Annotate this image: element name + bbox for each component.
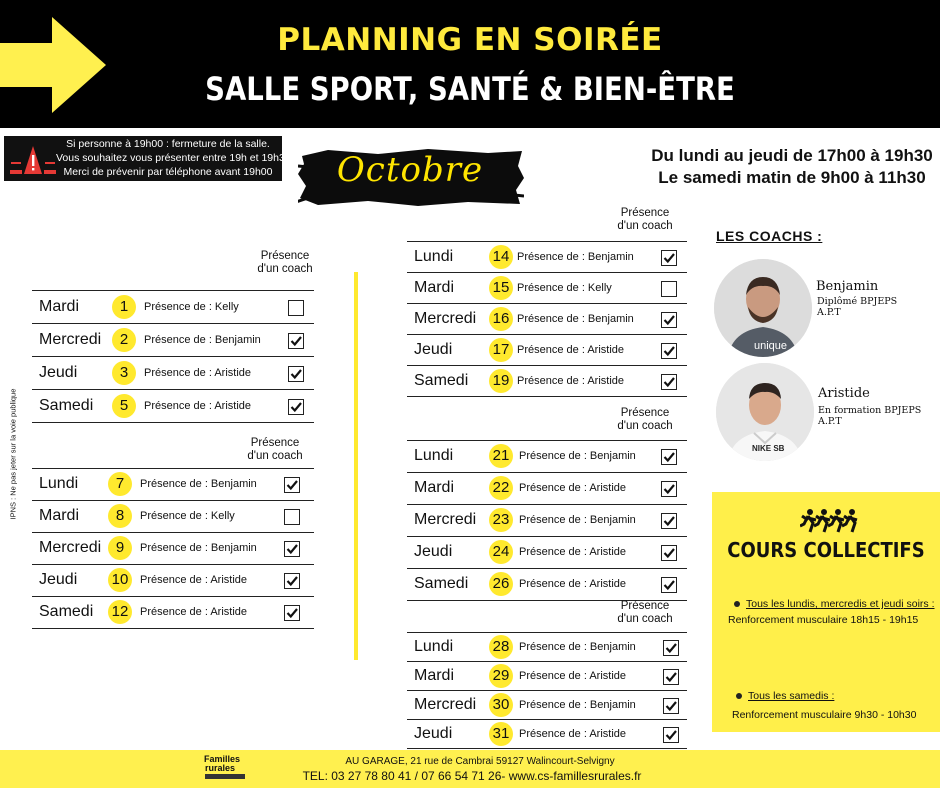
day-label: Mercredi [39, 539, 102, 556]
date-number: 2 [112, 328, 136, 352]
class-weekdays-days: Tous les lundis, mercredis et jeudi soirs : [746, 598, 935, 610]
presence-header-line-2: d'un coach [617, 220, 673, 232]
date-number: 15 [489, 276, 513, 300]
schedule-row [32, 357, 314, 390]
schedule-row [407, 662, 687, 691]
warning-line-1: Si personne à 19h00 : fermeture de la salle. [66, 138, 270, 150]
day-label: Mercredi [414, 511, 477, 528]
checked-box-icon [661, 343, 677, 359]
schedule-row [32, 469, 314, 501]
day-label: Mardi [414, 667, 455, 684]
checked-box-icon [661, 481, 677, 497]
presence-header [230, 437, 320, 463]
schedule-row [407, 366, 687, 397]
day-label: Lundi [414, 638, 454, 655]
date-number: 31 [489, 722, 513, 746]
presence-text: Présence de : Benjamin [140, 542, 257, 554]
day-label: Samedi [414, 372, 469, 389]
hours-saturday: Le samedi matin de 9h00 à 11h30 [658, 168, 926, 187]
presence-text: Présence de : Aristide [519, 546, 627, 558]
checked-box-icon [284, 573, 300, 589]
date-number: 19 [489, 369, 513, 393]
opening-hours [640, 145, 940, 189]
day-label: Lundi [414, 248, 454, 265]
schedule-row [407, 633, 687, 662]
checked-box-icon [288, 399, 304, 415]
coach-name-aristide: Aristide [818, 386, 870, 401]
month-label: Octobre [336, 150, 484, 190]
presence-text: Présence de : Benjamin [519, 641, 636, 653]
date-number: 28 [489, 635, 513, 659]
presence-header [240, 250, 330, 276]
day-label: Jeudi [39, 571, 78, 588]
schedule-row [407, 335, 687, 366]
logo-bar [205, 774, 245, 779]
checked-box-icon [288, 333, 304, 349]
day-label: Mercredi [414, 310, 477, 327]
presence-header [600, 207, 690, 233]
date-number: 10 [108, 568, 132, 592]
checked-box-icon [661, 513, 677, 529]
schedule-row [407, 273, 687, 304]
page-title: PLANNING EN SOIRÉE [277, 22, 663, 58]
class-saturday-text: Renforcement musculaire 9h30 - 10h30 [732, 709, 917, 721]
checked-box-icon [661, 577, 677, 593]
shirt-text: NIKE SB [752, 444, 785, 453]
coach-desc-aristide [818, 405, 921, 427]
class-saturday-head [736, 690, 834, 702]
logo-text-1: Familles [204, 754, 241, 764]
presence-header-line-1: Présence [260, 250, 310, 262]
schedule-row [407, 473, 687, 505]
warning-icon [8, 140, 58, 178]
day-label: Jeudi [39, 364, 78, 381]
coach-training-aristide: En formation BPJEPS [818, 405, 922, 416]
coaches-title: LES COACHS : [716, 228, 823, 244]
schedule-row [32, 533, 314, 565]
date-number: 1 [112, 295, 136, 319]
presence-text: Présence de : Benjamin [140, 478, 257, 490]
presence-text: Présence de : Aristide [140, 606, 248, 618]
presence-text: Présence de : Aristide [144, 400, 252, 412]
checked-box-icon [661, 312, 677, 328]
schedule-row [32, 324, 314, 357]
presence-text: Présence de : Aristide [140, 574, 248, 586]
presence-text: Présence de : Aristide [144, 367, 252, 379]
checked-box-icon [661, 545, 677, 561]
presence-header [600, 600, 690, 626]
schedule-row [32, 390, 314, 423]
checked-box-icon [663, 669, 679, 685]
day-label: Mercredi [39, 331, 102, 348]
coach-apt-aristide: A.P.T [818, 416, 842, 427]
bullet-icon [736, 693, 742, 699]
footer [0, 750, 940, 788]
warning-notice [4, 136, 300, 181]
schedule-row [32, 501, 314, 533]
presence-text: Présence de : Aristide [519, 728, 627, 740]
presence-text: Présence de : Benjamin [519, 514, 636, 526]
date-number: 22 [489, 476, 513, 500]
presence-header-line-2: d'un coach [617, 420, 673, 432]
date-number: 17 [489, 338, 513, 362]
day-label: Mardi [414, 279, 455, 296]
checked-box-icon [284, 541, 300, 557]
familles-rurales-logo [204, 752, 248, 784]
day-label: Mardi [414, 479, 455, 496]
date-number: 30 [489, 693, 513, 717]
coach-diploma-benjamin: Diplômé BPJEPS [817, 296, 898, 307]
checked-box-icon [663, 698, 679, 714]
date-number: 12 [108, 600, 132, 624]
date-number: 14 [489, 245, 513, 269]
schedule-row [407, 505, 687, 537]
warning-line-2: Vous souhaitez vous présenter entre 19h et 19h30 ? [56, 152, 300, 164]
schedule-row [407, 569, 687, 601]
date-number: 9 [108, 536, 132, 560]
presence-header-line-2: d'un coach [617, 613, 673, 625]
schedule-row [407, 537, 687, 569]
presence-text: Présence de : Benjamin [517, 251, 634, 263]
day-label: Mardi [39, 298, 80, 315]
warning-line-3: Merci de prévenir par téléphone avant 19h00 [63, 166, 273, 178]
date-number: 5 [112, 394, 136, 418]
coach-name-benjamin: Benjamin [816, 279, 879, 294]
checked-box-icon [663, 727, 679, 743]
class-saturday-days: Tous les samedis : [748, 690, 835, 702]
presence-text: Présence de : Benjamin [517, 313, 634, 325]
presence-text: Présence de : Aristide [519, 670, 627, 682]
schedule-row [407, 441, 687, 473]
day-label: Samedi [414, 575, 469, 592]
class-weekdays-head [734, 598, 935, 610]
header-banner [0, 0, 940, 128]
shirt-text: unique [754, 340, 788, 352]
date-number: 24 [489, 540, 513, 564]
schedule-row [32, 291, 314, 324]
checked-box-icon [661, 449, 677, 465]
group-classes-panel [712, 492, 940, 732]
presence-header-line-1: Présence [620, 207, 670, 219]
checked-box-icon [284, 477, 300, 493]
coach-desc-benjamin [817, 296, 897, 318]
schedule-row [407, 304, 687, 335]
class-weekdays-text: Renforcement musculaire 18h15 - 19h15 [728, 614, 919, 626]
footer-address: AU GARAGE, 21 rue de Cambrai 59127 Walincourt-Selvigny [345, 756, 615, 767]
coach-apt-benjamin: A.P.T [817, 307, 841, 318]
schedule-row [32, 597, 314, 629]
schedule-row [407, 242, 687, 273]
day-label: Lundi [414, 447, 454, 464]
presence-text: Présence de : Kelly [517, 282, 612, 294]
date-number: 16 [489, 307, 513, 331]
logo-text-2: rurales [205, 763, 236, 773]
checked-box-icon [288, 366, 304, 382]
date-number: 21 [489, 444, 513, 468]
date-number: 26 [489, 572, 513, 596]
footer-contact: TEL: 03 27 78 80 41 / 07 66 54 71 26- www.cs-famillesrurales.fr [302, 769, 642, 783]
day-label: Mardi [39, 507, 80, 524]
checked-box-icon [661, 374, 677, 390]
schedule-row [407, 691, 687, 720]
presence-text: Présence de : Aristide [519, 482, 627, 494]
group-classes-title: COURS COLLECTIFS [727, 538, 925, 562]
presence-text: Présence de : Kelly [144, 301, 239, 313]
hours-weekdays: Du lundi au jeudi de 17h00 à 19h30 [651, 146, 933, 165]
day-label: Lundi [39, 475, 79, 492]
empty-checkbox-icon [288, 300, 304, 316]
empty-checkbox-icon [284, 509, 300, 525]
presence-header-line-2: d'un coach [257, 263, 313, 275]
coach-photo-benjamin [714, 259, 812, 357]
presence-text: Présence de : Aristide [517, 375, 625, 387]
presence-header-line-1: Présence [620, 600, 670, 612]
presence-text: Présence de : Aristide [519, 578, 627, 590]
presence-header-line-2: d'un coach [247, 450, 303, 462]
day-label: Jeudi [414, 341, 453, 358]
page-subtitle: SALLE SPORT, SANTÉ & BIEN-ÊTRE [205, 70, 735, 108]
date-number: 3 [112, 361, 136, 385]
bullet-icon [734, 601, 740, 607]
date-number: 29 [489, 664, 513, 688]
presence-header [600, 407, 690, 433]
side-note: IPNS : Ne pas jeter sur la voie publique [8, 388, 18, 520]
presence-header-line-1: Présence [620, 407, 670, 419]
day-label: Samedi [39, 397, 94, 414]
presence-text: Présence de : Benjamin [519, 699, 636, 711]
schedule-row [407, 720, 687, 749]
presence-text: Présence de : Aristide [517, 344, 625, 356]
day-label: Mercredi [414, 696, 477, 713]
checked-box-icon [661, 250, 677, 266]
checked-box-icon [284, 605, 300, 621]
checked-box-icon [663, 640, 679, 656]
presence-text: Présence de : Kelly [140, 510, 235, 522]
date-number: 7 [108, 472, 132, 496]
coach-photo-aristide [716, 363, 814, 461]
presence-text: Présence de : Benjamin [144, 334, 261, 346]
schedule-row [32, 565, 314, 597]
column-divider [354, 272, 358, 660]
presence-header-line-1: Présence [250, 437, 300, 449]
date-number: 23 [489, 508, 513, 532]
presence-text: Présence de : Benjamin [519, 450, 636, 462]
day-label: Jeudi [414, 543, 453, 560]
day-label: Jeudi [414, 725, 453, 742]
day-label: Samedi [39, 603, 94, 620]
date-number: 8 [108, 504, 132, 528]
runners-icon [800, 508, 858, 534]
empty-checkbox-icon [661, 281, 677, 297]
